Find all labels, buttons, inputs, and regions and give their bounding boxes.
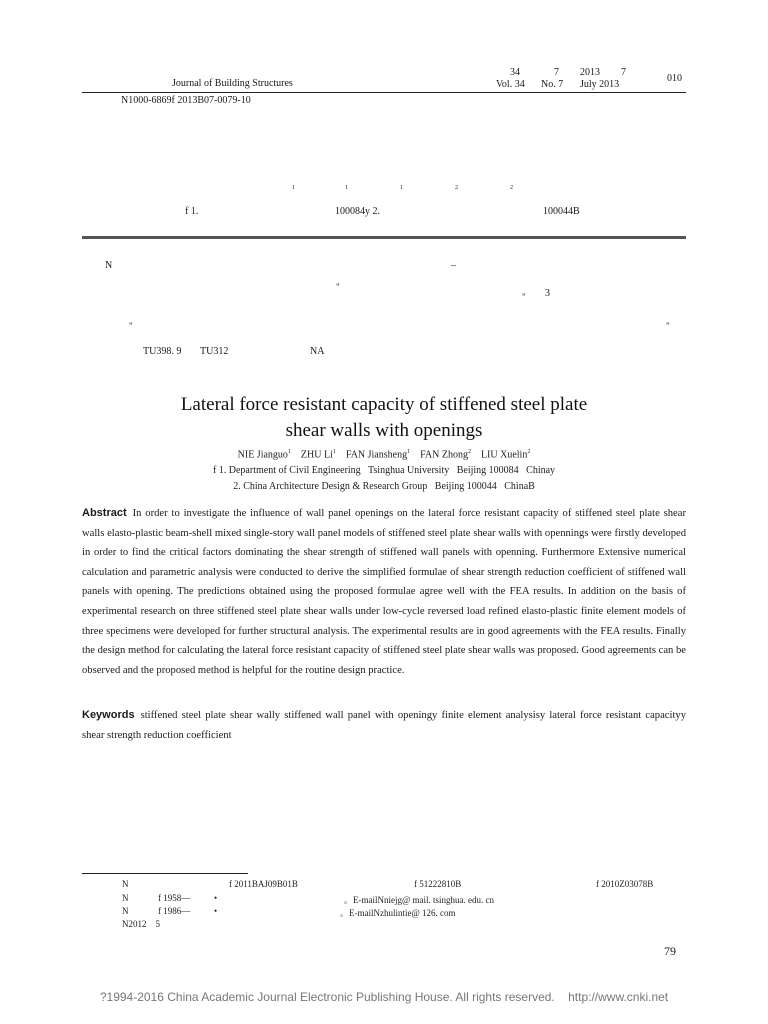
author-sup-mark: 2 (455, 185, 458, 191)
journal-code: 010 (667, 73, 682, 84)
affiliation-en-1: f 1. Department of Civil Engineering Tsinghua University Beijing 100084 Chinay (212, 465, 556, 476)
author-sup-mark: 1 (400, 185, 403, 191)
footnote-marker: N (122, 906, 129, 916)
cn-affiliation-prefix: f 1. (185, 206, 199, 217)
author-email: 。E-mailNniejg@ mail. tsinghua. edu. cn (344, 895, 495, 905)
cn-affiliation-zip-1: 100084y 2. (335, 206, 380, 217)
author-sup-mark: 2 (510, 185, 513, 191)
cn-abstract-mark: " (336, 282, 340, 292)
month-cn: 7 (621, 67, 626, 78)
author-name: NIE Jianguo (237, 449, 288, 461)
author-email: 。E-mailNzhulintie@ 126. com (340, 908, 456, 918)
clc-code-2: TU312 (200, 346, 229, 357)
cn-abstract-number: 3 (545, 288, 550, 299)
fund-number-2: f 51222810B (414, 879, 462, 889)
cn-affiliation-zip-2: 100044B (543, 206, 580, 217)
cn-keyword-quote: " (129, 321, 133, 331)
section-rule (82, 236, 686, 239)
footnote-rule (82, 873, 248, 874)
abstract-text: In order to investigate the influence of wall panel openings on the lateral force resistant capacity of stiffened steel plate shear walls elasto-plastic beam-shell mixed single-story wall panel models of stiffened steel plate shear walls with opennings were firstly developed in order to find the critical factors dominating the shear strength of stiffened wall panels with openning. Furthermore Extensive numerical calculation and parametric analysis were conducted to derive the simplified formulae of shear strength reduction coefficient of stiffened wall panels with opening. The predictions obtained using the proposed formulae agree well with the FEA results. In addition on the basis of experimental research on three stiffened steel plate shear walls under low-cycle reversed load refined elasto-plastic finite element models of three specimens were developed for further structural analysis. The experimental results are in good agreements with the FEA results. Finally the design method for calculating the lateral force resistant capacity of stiffened steel plate shear walls was proposed. Good agreements can be observed and the proposed method is helpful for the routine design practice. (82, 508, 686, 676)
footnote-marker: N (122, 893, 129, 903)
copyright-notice: ?1994-2016 China Academic Journal Electronic Publishing House. All rights reserved. http://www.cnki.net (99, 990, 669, 1004)
author-sup: 2 (527, 449, 531, 455)
author-sup: 1 (407, 449, 411, 455)
author-sup-mark: 1 (345, 185, 348, 191)
fund-number-1: f 2011BAJ09B01B (229, 879, 298, 889)
fund-number-3: f 2010Z03078B (596, 879, 654, 889)
author-sup-mark: 1 (292, 185, 295, 191)
clc-code-1: TU398. 9 (143, 346, 182, 357)
cn-abstract-dash: – (451, 260, 456, 271)
header-rule (82, 92, 686, 93)
author-name: FAN Jiansheng (345, 449, 408, 461)
cn-abstract-marker: N (105, 260, 113, 271)
author-name: LIU Xuelin (480, 449, 528, 461)
date-en: July 2013 (580, 79, 620, 90)
author-name: ZHU Li (300, 449, 333, 461)
journal-name-en: Journal of Building Structures (172, 78, 293, 89)
article-id: N1000-6869f 2013B07-0079-10 (121, 95, 251, 106)
author-sup: 2 (467, 449, 471, 455)
page-number: 79 (664, 944, 676, 958)
received-date: N2012 5 (122, 919, 160, 929)
affiliation-en-2: 2. China Architecture Design & Research Group Beijing 100044 ChinaB (233, 481, 535, 492)
footnote-marker: N (122, 879, 129, 889)
cn-keyword-quote: " (666, 321, 670, 331)
abstract-paragraph (82, 504, 686, 680)
keywords-text: stiffened steel plate shear wally stiffened wall panel with openingy finite element analysisy lateral force resistant capacityy shear strength reduction coefficient (82, 710, 686, 741)
footnote-dot: • (214, 906, 218, 916)
author-sup: 1 (287, 449, 291, 455)
keywords-label: Keywords (82, 709, 135, 721)
paper-title-line-2: shear walls with openings (285, 420, 483, 441)
cn-abstract-mark: " (522, 292, 526, 302)
volume-en: Vol. 34 (496, 79, 525, 90)
author-birth-year: f 1986— (158, 906, 191, 916)
author-sup: 1 (332, 449, 336, 455)
footnote-dot: • (214, 893, 218, 903)
abstract-label: Abstract (82, 507, 127, 519)
volume-cn: 34 (510, 67, 520, 78)
year-cn: 2013 (580, 67, 600, 78)
issue-en: No. 7 (541, 79, 564, 90)
document-code: NA (310, 346, 325, 357)
author-birth-year: f 1958— (158, 893, 191, 903)
author-list (0, 449, 768, 460)
issue-cn: 7 (554, 67, 559, 78)
keywords-paragraph (82, 706, 686, 745)
author-name: FAN Zhong (420, 449, 468, 461)
paper-title-line-1: Lateral force resistant capacity of stiffened steel plate (180, 394, 588, 415)
